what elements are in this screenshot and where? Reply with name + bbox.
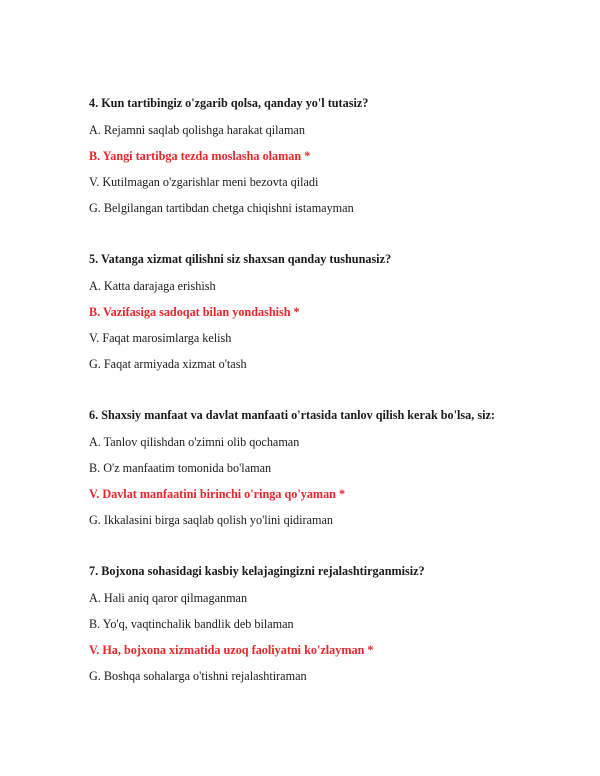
question-title: 4. Kun tartibingiz o'zgarib qolsa, qanday yo'l tutasiz? [89,96,369,110]
question-6 [89,408,569,527]
option-b-correct: B. Vazifasiga sadoqat bilan yondashish * [89,305,300,319]
option-g: G. Belgilangan tartibdan chetga chiqishni istamayman [89,201,354,215]
option-v-correct: V. Davlat manfaatini birinchi o'ringa qo'yaman * [89,487,346,501]
question-title: 6. Shaxsiy manfaat va davlat manfaati o'rtasida tanlov qilish kerak bo'lsa, siz: [89,408,495,422]
option-g: G. Faqat armiyada xizmat o'tash [89,357,247,371]
option-v-correct: V. Ha, bojxona xizmatida uzoq faoliyatni ko'zlayman * [89,643,374,657]
option-a: A. Rejamni saqlab qolishga harakat qilaman [89,123,305,137]
option-a: A. Hali aniq qaror qilmaganman [89,591,248,605]
option-b: B. Yo'q, vaqtinchalik bandlik deb bilaman [89,617,294,631]
question-5 [89,252,569,371]
option-b-correct: B. Yangi tartibga tezda moslasha olaman * [89,149,311,163]
question-title: 5. Vatanga xizmat qilishni siz shaxsan qanday tushunasiz? [89,252,392,266]
question-title: 7. Bojxona sohasidagi kasbiy kelajagingizni rejalashtirganmisiz? [89,564,425,578]
option-g: G. Boshqa sohalarga o'tishni rejalashtiraman [89,669,307,683]
option-a: A. Tanlov qilishdan o'zimni olib qochaman [89,435,300,449]
option-b: B. O'z manfaatim tomonida bo'laman [89,461,272,475]
question-4 [89,96,569,215]
question-7 [89,564,569,683]
option-a: A. Katta darajaga erishish [89,279,216,293]
option-g: G. Ikkalasini birga saqlab qolish yo'lini qidiraman [89,513,333,527]
option-v: V. Faqat marosimlarga kelish [89,331,232,345]
option-v: V. Kutilmagan o'zgarishlar meni bezovta qiladi [89,175,319,189]
